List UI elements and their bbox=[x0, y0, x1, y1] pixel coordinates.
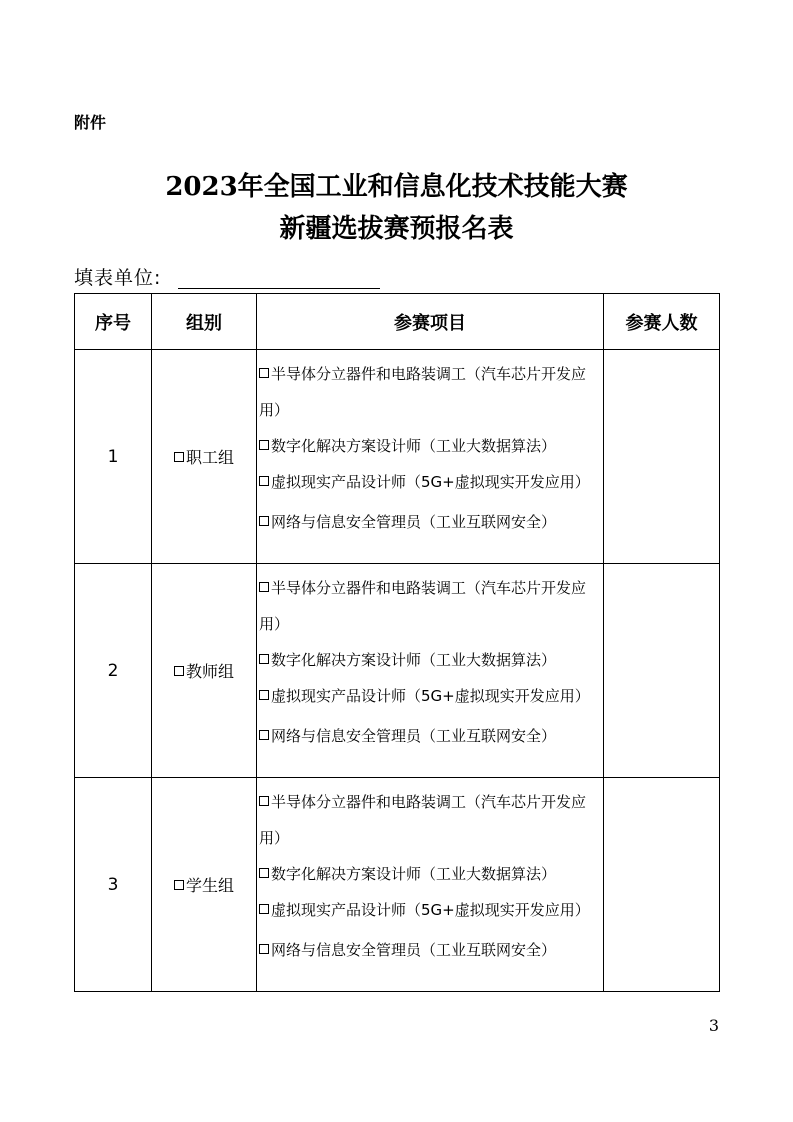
table-row bbox=[75, 350, 720, 564]
count-cell[interactable] bbox=[604, 564, 720, 778]
checkbox-icon[interactable] bbox=[259, 440, 269, 450]
project-option[interactable] bbox=[259, 504, 603, 540]
header-count: 参赛人数 bbox=[604, 294, 720, 350]
project-label: 数字化解决方案设计师（工业大数据算法） bbox=[271, 437, 557, 455]
form-title-line1: 2023年全国工业和信息化技术技能大赛 bbox=[165, 172, 628, 202]
unit-label: 填表单位: bbox=[74, 267, 162, 289]
project-label: 半导体分立器件和电路装调工（汽车芯片开发应用） bbox=[259, 365, 587, 419]
row-seq: 3 bbox=[75, 778, 152, 992]
checkbox-icon[interactable] bbox=[174, 666, 184, 676]
project-option[interactable] bbox=[259, 464, 603, 500]
project-label: 网络与信息安全管理员（工业互联网安全） bbox=[271, 727, 557, 745]
table-row bbox=[75, 778, 720, 992]
unit-input-line[interactable] bbox=[178, 288, 380, 289]
project-option[interactable] bbox=[259, 892, 603, 928]
page-number: 3 bbox=[708, 1016, 719, 1035]
row-seq: 2 bbox=[75, 564, 152, 778]
checkbox-icon[interactable] bbox=[174, 452, 184, 462]
count-cell[interactable] bbox=[604, 778, 720, 992]
group-cell[interactable] bbox=[152, 350, 257, 564]
registration-table bbox=[74, 293, 720, 992]
checkbox-icon[interactable] bbox=[259, 868, 269, 878]
project-label: 数字化解决方案设计师（工业大数据算法） bbox=[271, 865, 557, 883]
checkbox-icon[interactable] bbox=[259, 730, 269, 740]
checkbox-icon[interactable] bbox=[259, 796, 269, 806]
project-label: 半导体分立器件和电路装调工（汽车芯片开发应用） bbox=[259, 793, 587, 847]
project-cell bbox=[257, 564, 604, 778]
project-cell bbox=[257, 350, 604, 564]
group-label: 职工组 bbox=[185, 448, 234, 467]
project-option[interactable] bbox=[259, 356, 603, 428]
count-cell[interactable] bbox=[604, 350, 720, 564]
project-label: 虚拟现实产品设计师（5G+虚拟现实开发应用） bbox=[271, 901, 590, 919]
project-label: 网络与信息安全管理员（工业互联网安全） bbox=[271, 941, 557, 959]
group-cell[interactable] bbox=[152, 778, 257, 992]
table-header-row bbox=[75, 294, 720, 350]
project-label: 虚拟现实产品设计师（5G+虚拟现实开发应用） bbox=[271, 473, 590, 491]
project-option[interactable] bbox=[259, 642, 603, 678]
attachment-label: 附件 bbox=[74, 113, 107, 132]
checkbox-icon[interactable] bbox=[259, 904, 269, 914]
form-title-line2: 新疆选拔赛预报名表 bbox=[279, 214, 514, 244]
group-label: 学生组 bbox=[185, 876, 234, 895]
project-cell bbox=[257, 778, 604, 992]
checkbox-icon[interactable] bbox=[259, 516, 269, 526]
checkbox-icon[interactable] bbox=[259, 690, 269, 700]
checkbox-icon[interactable] bbox=[259, 944, 269, 954]
project-option[interactable] bbox=[259, 428, 603, 464]
header-group: 组别 bbox=[152, 294, 257, 350]
project-option[interactable] bbox=[259, 784, 603, 856]
group-cell[interactable] bbox=[152, 564, 257, 778]
checkbox-icon[interactable] bbox=[259, 582, 269, 592]
project-option[interactable] bbox=[259, 718, 603, 754]
project-option[interactable] bbox=[259, 932, 603, 968]
header-project: 参赛项目 bbox=[257, 294, 604, 350]
table-row bbox=[75, 564, 720, 778]
checkbox-icon[interactable] bbox=[259, 476, 269, 486]
project-option[interactable] bbox=[259, 678, 603, 714]
row-seq: 1 bbox=[75, 350, 152, 564]
project-label: 数字化解决方案设计师（工业大数据算法） bbox=[271, 651, 557, 669]
project-label: 虚拟现实产品设计师（5G+虚拟现实开发应用） bbox=[271, 687, 590, 705]
checkbox-icon[interactable] bbox=[259, 368, 269, 378]
project-option[interactable] bbox=[259, 856, 603, 892]
checkbox-icon[interactable] bbox=[259, 654, 269, 664]
header-seq: 序号 bbox=[75, 294, 152, 350]
checkbox-icon[interactable] bbox=[174, 880, 184, 890]
project-label: 半导体分立器件和电路装调工（汽车芯片开发应用） bbox=[259, 579, 587, 633]
group-label: 教师组 bbox=[185, 662, 234, 681]
project-label: 网络与信息安全管理员（工业互联网安全） bbox=[271, 513, 557, 531]
project-option[interactable] bbox=[259, 570, 603, 642]
